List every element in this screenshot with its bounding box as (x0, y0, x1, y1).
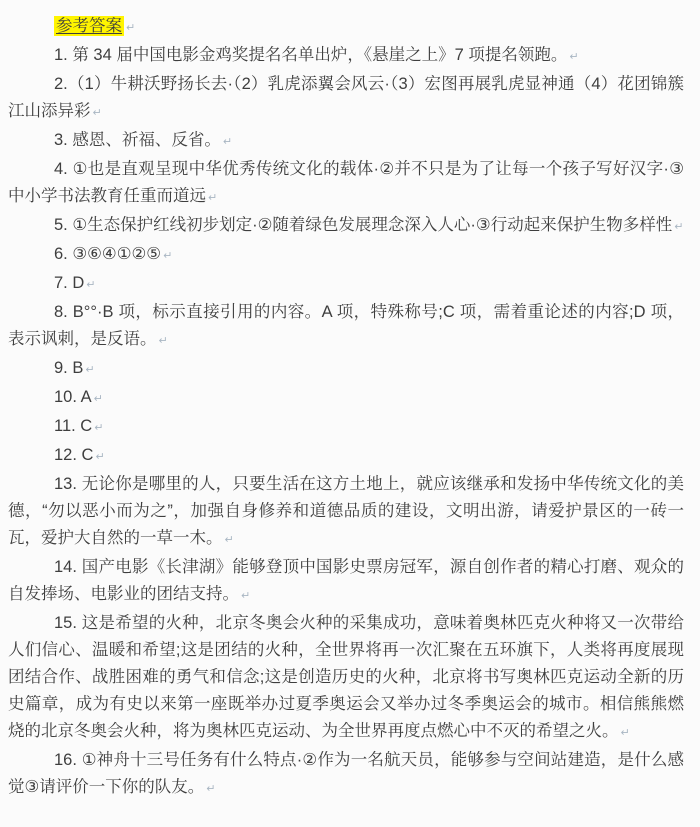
answer-text: 16. ①神舟十三号任务有什么特点·②作为一名航天员，能够参与空间站建造，是什么感觉③请评价一下你的队友。 (8, 751, 684, 796)
answer-text: 8. B°°·B 项，标示直接引用的内容。A 项，特殊称号;C 项，需着重论述的内容;D 项，表示讽刺，是反语。 (8, 303, 684, 348)
paragraph-mark: ↵ (86, 279, 96, 291)
paragraph-mark: ↵ (93, 393, 103, 405)
paragraph-mark: ↵ (158, 335, 168, 347)
paragraph-mark: ↵ (241, 590, 251, 602)
answer-text: 9. B (54, 359, 84, 377)
answer-text: 7. D (54, 274, 85, 292)
answer-text: 1. 第 34 届中国电影金鸡奖提名名单出炉，《悬崖之上》7 项提名领跑。 (54, 46, 568, 64)
answer-paragraph-11 (8, 413, 684, 442)
answer-paragraph-2 (8, 71, 684, 127)
answer-paragraph-8 (8, 299, 684, 355)
answer-paragraph-3 (8, 127, 684, 156)
answer-text: 4. ①也是直观呈现中华优秀传统文化的载体·②并不只是为了让每一个孩子写好汉字·③中小学书法教育任重而道远 (8, 160, 684, 205)
answer-paragraph-15 (8, 610, 684, 747)
answer-paragraph-14 (8, 554, 684, 610)
paragraph-mark: ↵ (208, 192, 218, 204)
answer-paragraph-9 (8, 355, 684, 384)
answer-paragraph-6 (8, 241, 684, 270)
paragraph-mark: ↵ (126, 22, 136, 34)
answer-text: 2.（1）牛耕沃野扬长去·（2）乳虎添翼会风云·（3）宏图再展乳虎显神通（4）花团锦簇江山添异彩 (8, 75, 684, 120)
answer-text: 11. C (54, 417, 93, 435)
paragraph-mark: ↵ (95, 451, 105, 463)
paragraph-mark: ↵ (92, 107, 102, 119)
answer-paragraph-7 (8, 270, 684, 299)
answer-text: 13. 无论你是哪里的人，只要生活在这方土地上，就应该继承和发扬中华传统文化的美德，“勿以恶小而为之”，加强自身修养和道德品质的建设，文明出游，请爱护景区的一砖一瓦，爱护大自然的一草一木。 (8, 475, 684, 547)
paragraph-mark: ↵ (222, 136, 233, 148)
answer-paragraph-1 (8, 42, 684, 71)
title-line (8, 13, 684, 42)
answer-text: 5. ①生态保护红线初步划定·②随着绿色发展理念深入人心·③行动起来保护生物多样性 (54, 216, 673, 234)
answer-text: 3. 感恩、祈福、反省。 (54, 131, 221, 149)
paragraph-mark: ↵ (569, 51, 579, 63)
paragraph-mark: ↵ (206, 783, 216, 795)
answer-paragraph-4 (8, 156, 684, 212)
answer-text: 10. A (54, 388, 92, 406)
answer-text: 12. C (54, 446, 94, 464)
answer-text: 14. 国产电影《长津湖》能够登顶中国影史票房冠军，源自创作者的精心打磨、观众的自发捧场、电影业的团结支持。 (8, 558, 684, 603)
answer-paragraph-13 (8, 471, 684, 554)
answer-text: 15. 这是希望的火种，北京冬奥会火种的采集成功，意味着奥林匹克火种将又一次带给人们信心、温暖和希望;这是团结的火种，全世界将再一次汇聚在五环旗下，人类将再度展现团结合作、战胜困难的勇气和信念;这是创造历史的火种，北京将书写奥林匹克运动全新的历史篇章，成为有史以来第一座既举办过夏季奥运会又举办过冬季奥运会的城市。相信熊熊燃烧的北京冬奥会火种，将为奥林匹克运动、为全世界再度点燃心中不灭的希望之火。 (8, 614, 684, 740)
answer-paragraph-16 (8, 747, 684, 803)
answer-paragraph-5 (8, 212, 684, 241)
paragraph-mark: ↵ (674, 221, 684, 233)
paragraph-mark: ↵ (85, 364, 95, 376)
paragraph-mark: ↵ (163, 250, 173, 262)
paragraph-mark: ↵ (620, 727, 630, 739)
answer-text: 6. ③⑥④①②⑤ (54, 245, 162, 263)
answer-paragraph-10 (8, 384, 684, 413)
paragraph-mark: ↵ (224, 534, 234, 546)
paragraph-mark: ↵ (94, 422, 104, 434)
answer-paragraph-12 (8, 442, 684, 471)
document-title: 参考答案 (56, 17, 122, 35)
